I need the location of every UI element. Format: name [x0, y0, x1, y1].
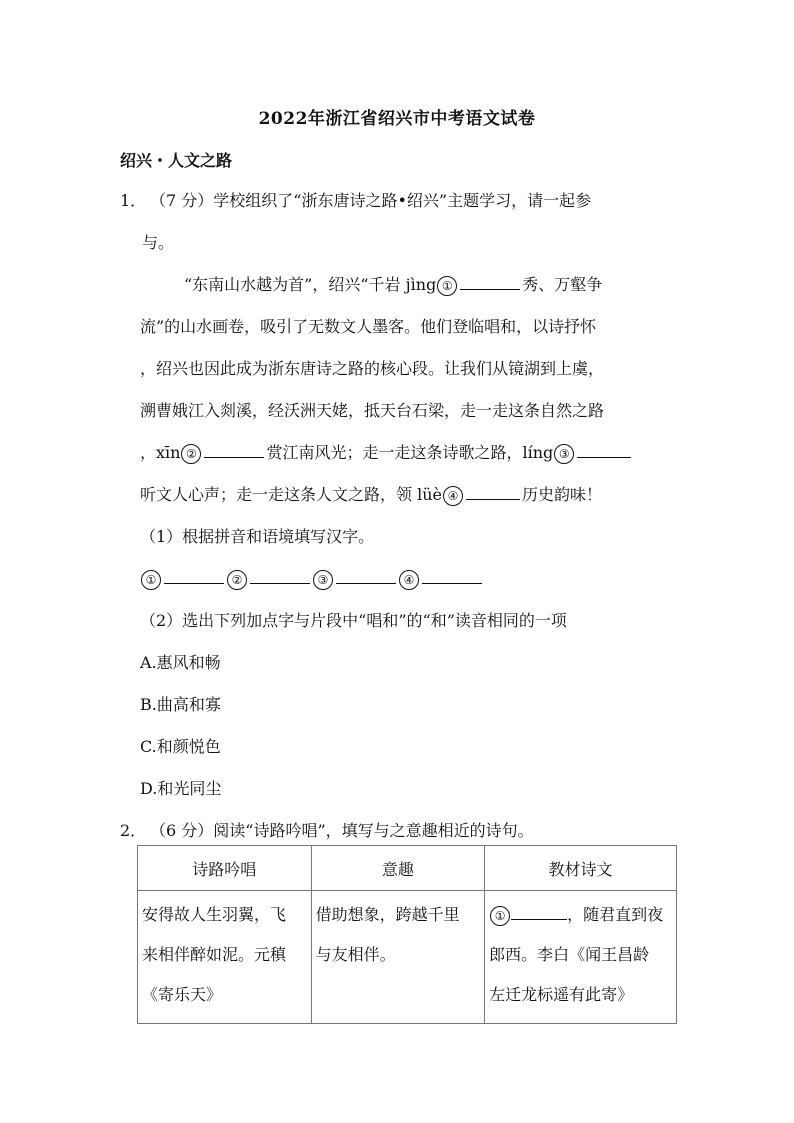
answer-mark-4: ④ [399, 570, 419, 590]
passage-text: 听文人心声；走一走这条人文之路，领 lüè [140, 485, 442, 504]
answer-mark-3: ③ [313, 570, 333, 590]
table-cell-textbook [485, 891, 677, 1024]
sub-question-1: （1）根据拼音和语境填写汉字。 [140, 527, 375, 546]
question-2-intro: （6 分）阅读“诗路吟唱”，填写与之意趣相近的诗句。 [150, 821, 534, 840]
table-cell-meaning [311, 891, 485, 1024]
blank-4[interactable] [466, 485, 520, 500]
passage-line-5 [140, 442, 680, 464]
cell-line: 《寄乐天》 [142, 985, 223, 1004]
question-1-number: 1． [120, 191, 147, 210]
table-answer-blank[interactable] [511, 905, 567, 920]
table-header: 诗路吟唱 [138, 846, 312, 891]
cell-line: 与友相伴。 [315, 945, 396, 964]
option-b[interactable]: B.曲高和寡 [140, 695, 221, 714]
passage-text: “东南山水越为首”，绍兴“千岩 jìng [184, 275, 437, 294]
option-a[interactable]: A.惠风和畅 [140, 653, 221, 672]
table-blank-mark: ① [490, 906, 510, 926]
passage-text: ，xīn [140, 443, 181, 462]
cell-line: 安得故人生羽翼，飞 [142, 905, 287, 924]
cell-line: 郎西。李白《闻王昌龄 [489, 945, 650, 964]
table-header-row [138, 846, 677, 891]
passage-line-3: ，绍兴也因此成为浙东唐诗之路的核心段。让我们从镜湖到上虞， [140, 359, 605, 378]
question-2-number: 2． [120, 821, 147, 840]
passage-line-4: 溯曹娥江入剡溪，经沃洲天姥，抵天台石梁，走一走这条自然之路 [140, 401, 605, 420]
poem-table [137, 845, 677, 1024]
passage-line-2: 流”的山水画卷，吸引了无数文人墨客。他们登临唱和，以诗抒怀 [140, 317, 597, 336]
cell-line: 来相伴醉如泥。元稹 [142, 945, 287, 964]
answer-blanks-row [140, 568, 680, 590]
answer-blank-4[interactable] [422, 569, 482, 584]
passage-line-1 [184, 274, 724, 296]
table-header: 意趣 [311, 846, 485, 891]
answer-blank-2[interactable] [250, 569, 310, 584]
cell-line [489, 895, 672, 935]
question-1-intro-cont: 与。 [142, 233, 175, 252]
table-row [138, 891, 677, 1024]
option-d[interactable]: D.和光同尘 [140, 779, 222, 798]
passage-text: 赏江南风光；走一走这条诗歌之路，líng [266, 443, 554, 462]
table-cell-poem [138, 891, 312, 1024]
answer-blank-3[interactable] [336, 569, 396, 584]
answer-blank-1[interactable] [164, 569, 224, 584]
cell-text: ，随君直到夜 [567, 905, 664, 924]
blank-2[interactable] [204, 443, 264, 458]
blank-3[interactable] [577, 443, 631, 458]
option-c[interactable]: C.和颜悦色 [140, 737, 221, 756]
section-heading: 绍兴・人文之路 [120, 151, 233, 170]
sub-question-2: （2）选出下列加点字与片段中“唱和”的“和”读音相同的一项 [140, 611, 567, 630]
question-1-intro: （7 分）学校组织了“浙东唐诗之路•绍兴”主题学习，请一起参 [150, 191, 592, 210]
cell-line: 左迁龙标遥有此寄》 [489, 985, 634, 1004]
passage-text: 秀、万壑争 [522, 275, 603, 294]
answer-mark-2: ② [227, 570, 247, 590]
blank-mark-3: ③ [554, 444, 574, 464]
page-title: 2022年浙江省绍兴市中考语文试卷 [258, 109, 536, 129]
passage-line-6 [140, 484, 680, 506]
blank-mark-2: ② [181, 444, 201, 464]
blank-mark-1: ① [437, 276, 457, 296]
blank-1[interactable] [460, 275, 520, 290]
table-header: 教材诗文 [485, 846, 677, 891]
blank-mark-4: ④ [443, 486, 463, 506]
answer-mark-1: ① [141, 570, 161, 590]
cell-line: 借助想象，跨越千里 [315, 905, 460, 924]
passage-text: 历史韵味！ [521, 485, 602, 504]
